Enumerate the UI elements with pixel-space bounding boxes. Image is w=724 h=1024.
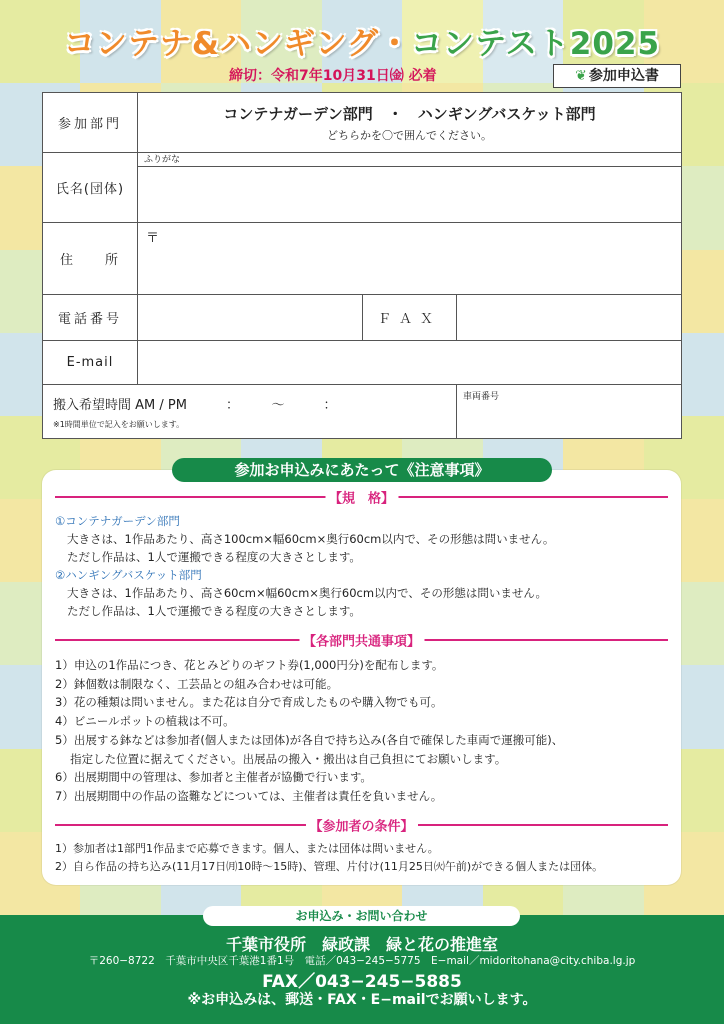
contact-method-note: ※お申込みは、郵送・FAX・E−mailでお願いします。 — [187, 992, 537, 1008]
list-item: 3）花の種類は問いません。また花は自分で育成したものや購入物でも可。 — [55, 695, 443, 710]
contact-organization: 千葉市役所 緑政課 緑と花の推進室 — [225, 935, 498, 954]
container-division-title: ①コンテナガーデン部門 — [55, 514, 180, 528]
title-main: コンテナ&ハンギング・ — [63, 26, 412, 62]
badge-label: 参加申込書 — [588, 68, 659, 84]
conditions-section-rule — [55, 819, 668, 835]
delivery-label: 搬入希望時間 AM / PM ： ～ ： — [53, 397, 337, 413]
common-section-heading: 【各部門共通事項】 — [299, 631, 424, 650]
name-label: 氏名(団体) — [43, 153, 138, 223]
list-item: 2）鉢個数は制限なく、工芸品との組み合わせは可能。 — [55, 676, 339, 691]
conditions-list — [55, 840, 603, 876]
email-field[interactable] — [138, 341, 682, 385]
list-item: 7）出展期間中の作品の盗難などについては、主催者は責任を負いません。 — [55, 788, 443, 803]
list-item: 6）出展期間中の管理は、参加者と主催者が協働で行います。 — [55, 770, 372, 785]
spec-block — [55, 512, 554, 620]
fax-label: ＦＡＸ — [363, 295, 457, 341]
hanging-division-title: ②ハンギングバスケット部門 — [55, 568, 202, 582]
division-label: 参加部門 — [43, 93, 138, 153]
fax-field[interactable] — [457, 295, 682, 341]
phone-field[interactable] — [138, 295, 363, 341]
address-label: 住 所 — [43, 223, 138, 295]
container-spec-note: ただし作品は、1人で運搬できる程度の大きさとします。 — [67, 550, 361, 564]
contact-footer — [0, 915, 724, 1024]
list-item: 1）参加者は1部門1作品まで応募できます。個人、または団体は問いません。 — [55, 842, 439, 855]
title-sub: コンテスト2025 — [411, 26, 661, 62]
notice-title: 参加お申込みにあたって《注意事項》 — [172, 458, 552, 482]
postal-mark: 〒 — [146, 231, 160, 246]
hanging-spec-note: ただし作品は、1人で運搬できる程度の大きさとします。 — [67, 604, 361, 618]
name-field[interactable] — [138, 167, 682, 223]
list-item: 4）ビニールポットの植栽は不可。 — [55, 714, 235, 729]
furigana-field[interactable]: ふりがな — [138, 153, 682, 167]
list-item: 5）出展する鉢などは参加者(個人または団体)が各自で持ち込み(各自で確保した車両で運搬可能)、 — [55, 732, 564, 747]
spec-section-heading: 【規 格】 — [325, 488, 398, 507]
spec-section-rule — [55, 491, 668, 507]
delivery-note: ※1時間単位で記入をお願いします。 — [53, 419, 185, 429]
list-item: 2）自ら作品の持ち込み(11月17日㈪10時～15時)、管理、片付け(11月25日㈫午前)ができる個人または団体。 — [55, 860, 604, 873]
container-spec-line: 大きさは、1作品あたり、高さ100cm×幅60cm×奥行60cm以内で、その形態は問いません。 — [67, 532, 555, 546]
conditions-section-heading: 【参加者の条件】 — [305, 816, 417, 835]
list-item: 1）申込の1作品につき、花とみどりのギフト券(1,000円分)を配布します。 — [55, 658, 444, 672]
contact-fax: FAX／043−245−5885 — [262, 972, 462, 992]
common-rules-list — [55, 656, 563, 806]
hanging-spec-line: 大きさは、1作品あたり、高さ60cm×幅60cm×奥行60cm以内で、その形態は問いません。 — [67, 586, 548, 600]
division-field[interactable] — [138, 93, 682, 153]
delivery-time-field[interactable] — [43, 385, 457, 439]
vehicle-number-field[interactable] — [457, 385, 682, 439]
leaf-icon: ❦ — [575, 68, 587, 84]
phone-label: 電話番号 — [43, 295, 138, 341]
email-label: E-mail — [43, 341, 138, 385]
list-item: 指定した位置に据えてください。出展品の搬入・搬出は自己負担にてお願いします。 — [55, 751, 507, 766]
common-section-rule — [55, 634, 668, 650]
address-field[interactable] — [138, 223, 682, 295]
division-options[interactable]: コンテナガーデン部門 ・ ハンギングバスケット部門 — [223, 104, 596, 123]
division-hint: どちらかを〇で囲んでください。 — [327, 128, 492, 142]
page-title — [0, 18, 724, 63]
vehicle-label: 車両番号 — [463, 392, 500, 402]
application-form — [42, 92, 682, 439]
contact-address: 〒260−8722 千葉市中央区千葉港1番1号 電話／043−245−5775 E−mail／midoritohana@city.chiba.lg.jp — [88, 955, 636, 967]
deadline-text: 締切：令和7年10月31日㈮ 必着 — [229, 68, 437, 84]
contact-tab: お申込み・お問い合わせ — [203, 906, 520, 926]
application-form-badge — [553, 64, 681, 88]
